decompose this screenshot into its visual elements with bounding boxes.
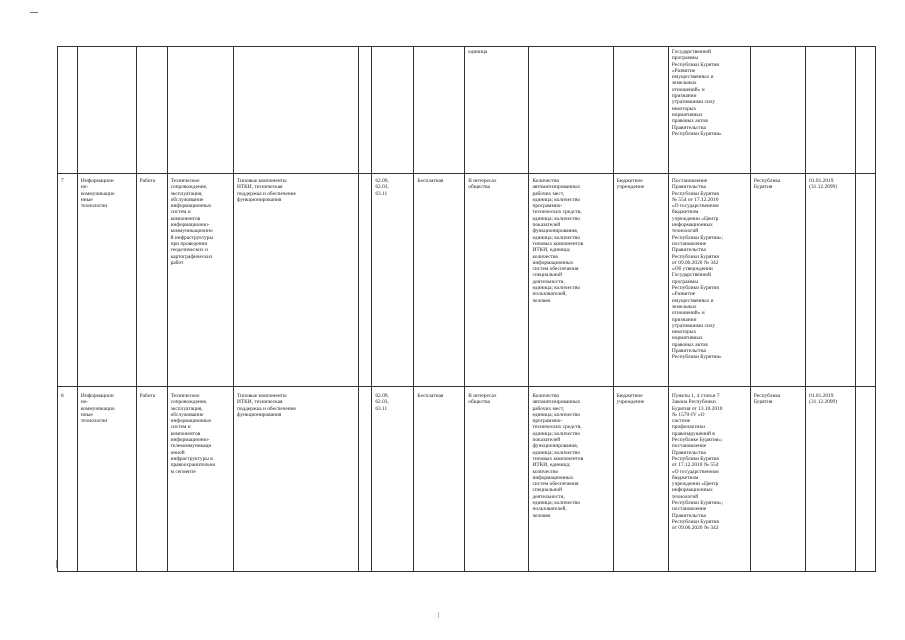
cell-row-number: 7: [58, 174, 78, 387]
cell-consumer-category: единица: [465, 47, 529, 174]
cell-validity-period: 01.01.2019 (31.12.2099): [806, 387, 856, 572]
cell-service-type: [136, 47, 167, 174]
cell-service-content: Типовые компоненты ИТКИ, техническая поддержка и обеспечение функционирования: [233, 387, 358, 572]
cell-extra: [359, 387, 372, 572]
cell-consumer-category: В интересах общества: [465, 174, 529, 387]
cell-okved-codes: 62.09, 62.03, 63.11: [372, 174, 414, 387]
table-body: [58, 47, 876, 572]
cell-service-name: [167, 47, 233, 174]
cell-service-type: Работа: [136, 174, 167, 387]
table-row: [58, 47, 876, 174]
cell-extra: [359, 47, 372, 174]
services-registry-table: [57, 46, 876, 572]
cell-legal-basis: Постановление Правительства Республики Бурятия № 554 от 17.12.2010 «О государственном бюджетном учреждении «Центр информационных технологий Республики Бурятия»; постановление Правительства Республики Бурятия от 09.06.2020 № 342 «Об утверждении Государственной программы Республики Бурятия «Развитие имущественных и земельных отношений» и признании утратившими силу некоторых нормативных правовых актов Правительства Республики Бурятия»: [668, 174, 750, 387]
cell-institution-type: [613, 47, 668, 174]
cell-activity-area: Информацион но- коммуникацио нные технологии: [77, 174, 136, 387]
cell-institution-type: Бюджетное учреждение: [613, 387, 668, 572]
cell-volume-indicators: Количество автоматизированных рабочих мест, единица; количество программно- технических средств, единица; количество показателей функционирования, единица; количество типовых компонентов ИТКИ, единица; количество информационных систем обеспечения специальной деятельности, единица; количество пользователей, человек: [529, 387, 613, 572]
cell-volume-indicators: Количество автоматизированных рабочих мест, единица; количество программно- технических средств, единица; количество показателей функционирования, единица; количество типовых компонентов ИТКИ, единица; количество информационных систем обеспечения специальной деятельности, единица; количество пользователей, человек: [529, 174, 613, 387]
cell-legal-basis: Государственной программы Республики Бурятия «Развитие имущественных и земельных отношений» и признании утратившими силу некоторых нормативных правовых актов Правительства Республики Бурятия»: [668, 47, 750, 174]
cell-okved-codes: 62.09, 62.03, 63.11: [372, 387, 414, 572]
cell-activity-area: [77, 47, 136, 174]
cell-volume-indicators: [529, 47, 613, 174]
cell-validity-period: [806, 47, 856, 174]
cell-region: Республика Бурятия: [750, 387, 805, 572]
scan-corner-mark: [30, 12, 38, 13]
cell-row-number: 8: [58, 387, 78, 572]
cell-region: Республика Бурятия: [750, 174, 805, 387]
cell-service-name: Техническое сопровождение, эксплуатация, обслуживание информационных систем и компонентов информационно- коммуникационно й инфраструктуры при проведении геодезических и картографических работ: [167, 174, 233, 387]
scan-bottom-mark: [438, 612, 439, 618]
cell-payment-type: Бесплатная: [414, 174, 465, 387]
table-row: [58, 174, 876, 387]
cell-service-content: Типовые компоненты ИТКИ, техническая поддержка и обеспечение функционирования: [233, 174, 358, 387]
cell-service-type: Работа: [136, 387, 167, 572]
cell-notes: [855, 387, 875, 572]
cell-extra: [359, 174, 372, 387]
cell-payment-type: [414, 47, 465, 174]
cell-legal-basis: Пункты 1, 4 статьи 7 Закона Республики Бурятия от 13.10.2010 № 1570-IV «О системе профилактики правонарушений в Республике Бурятия»; постановление Правительства Республики Бурятия от 17.12.2010 № 554 «О государственном бюджетном учреждении «Центр информационных технологий Республики Бурятия»; постановление Правительства Республики Бурятия от 09.06.2020 № 342: [668, 387, 750, 572]
cell-service-content: [233, 47, 358, 174]
cell-validity-period: 01.01.2019 (31.12.2099): [806, 174, 856, 387]
cell-payment-type: Бесплатная: [414, 387, 465, 572]
cell-row-number: [58, 47, 78, 174]
cell-consumer-category: В интересах общества: [465, 387, 529, 572]
cell-activity-area: Информацион но- коммуникацио нные технологии: [77, 387, 136, 572]
cell-notes: [855, 47, 875, 174]
cell-service-name: Техническое сопровождение, эксплуатация, обслуживание информационных систем и компонентов информационно- телекоммуникаци онной инфраструктуры в правоохранительно м сегменте: [167, 387, 233, 572]
cell-notes: [855, 174, 875, 387]
cell-okved-codes: [372, 47, 414, 174]
table-row: [58, 387, 876, 572]
cell-institution-type: Бюджетное учреждение: [613, 174, 668, 387]
cell-region: [750, 47, 805, 174]
